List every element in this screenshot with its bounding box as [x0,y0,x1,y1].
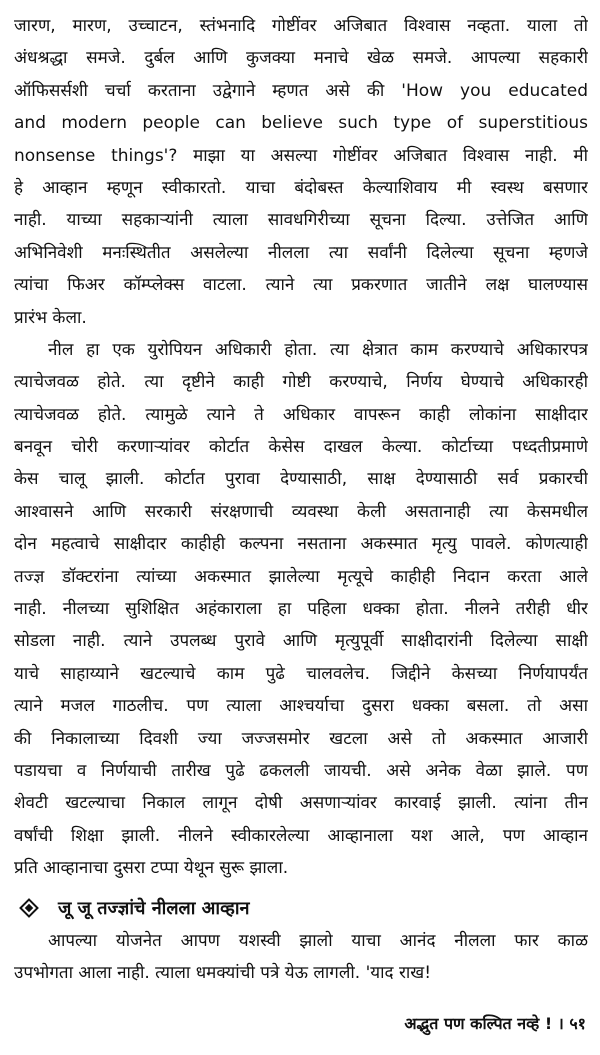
text-line: and modern people can believe such type of superstitious [14,113,588,134]
diamond-bullet-icon [19,898,39,918]
text-line: सोडला नाही. त्याने उपलब्ध पुरावे आणि मृत्युपूर्वी साक्षीदारांनी दिलेल्या साक्षी [14,631,588,652]
text-line: nonsense things'? माझा या असल्या गोष्टींवर अजिबात विश्वास नाही. मी [14,145,588,166]
text-line: त्यांचा फिअर कॉम्प्लेक्स वाटला. त्याने त्या प्रकरणात जातीने लक्ष घालण्यास [14,275,588,296]
text-line: तज्ज्ञ डॉक्टरांना त्यांच्या अकस्मात झालेल्या मृत्यूचे काहीही निदान करता आले [14,566,588,587]
text-line: नील हा एक युरोपियन अधिकारी होता. त्या क्षेत्रात काम करण्याचे अधिकारपत्र [48,339,588,360]
text-line: त्याचेजवळ होते. त्या दृष्टीने काही गोष्टी करण्याचे, निर्णय घेण्याचे अधिकारही [14,372,588,393]
paragraph-3 [14,925,588,990]
text-line: दोन महत्वाचे साक्षीदार काहीही कल्पना नसताना अकस्मात मृत्यु पावले. कोणत्याही [14,534,588,555]
text-line: हे आव्हान म्हणून स्वीकारतो. याचा बंदोबस्त केल्याशिवाय मी स्वस्थ बसणार [14,177,588,198]
text-line: जारण, मारण, उच्चाटन, स्तंभनादि गोष्टींवर अजिबात विश्वास नव्हता. याला तो [14,16,588,36]
paragraph-1 [14,10,588,334]
section-heading-text: जू जू तज्ज्ञांचे नीलला आव्हान [58,897,250,919]
text-line: प्रारंभ केला. [14,307,87,328]
text-line: वर्षांची शिक्षा झाली. नीलने स्वीकारलेल्या आव्हानाला यश आले, पण आव्हान [14,825,588,846]
text-line: प्रति आव्हानाचा दुसरा टप्पा येथून सुरू झाला. [14,858,289,879]
text-line: त्याचेजवळ होते. त्यामुळे त्याने ते अधिकार वापरून काही लोकांना साक्षीदार [14,404,588,425]
text-line: अभिनिवेशी मनःस्थितीत असलेल्या नीलला त्या सर्वांनी दिलेल्या सूचना म्हणजे [14,242,588,263]
text-line: आश्वासने आणि सरकारी संरक्षणाची व्यवस्था केली असतानाही त्या केसमधील [14,501,588,522]
text-line: बनवून चोरी करणाऱ्यांवर कोर्टात केसेस दाखल केल्या. कोर्टाच्या पध्दतीप्रमाणे [14,437,588,458]
page-footer [404,1012,586,1034]
footer-separator: । [557,1014,564,1033]
text-line: पडायचा व निर्णयाची तारीख पुढे ढकलली जायची. असे अनेक वेळा झाले. पण [14,760,588,781]
text-line: अंधश्रद्धा समजे. दुर्बल आणि कुजक्या मनाचे खेळ समजे. आपल्या सहकारी [14,48,588,69]
text-line: नाही. नीलच्या सुशिक्षित अहंकाराला हा पहिला धक्का होता. नीलने तरीही धीर [14,599,588,620]
text-line: नाही. याच्या सहकाऱ्यांनी त्याला सावधगिरीच्या सूचना दिल्या. उत्तेजित आणि [14,210,588,231]
text-line: केस चालू झाली. कोर्टात पुरावा देण्यासाठी, साक्ष देण्यासाठी सर्व प्रकारची [14,469,588,490]
text-line: की निकालाच्या दिवशी ज्या जज्जसमोर खटला असे तो अकस्मात आजारी [14,728,588,749]
section-heading [14,891,588,925]
text-line: ऑफिसर्सशी चर्चा करताना उद्वेगाने म्हणत असे की 'How you educated [14,80,588,101]
text-line: त्याने मजल गाठलीच. पण त्याला आश्चर्याचा दुसरा धक्का बसला. तो असा [14,696,588,717]
text-line: शेवटी खटल्याचा निकाल लागून दोषी असणाऱ्यांवर कारवाई झाली. त्यांना तीन [14,793,588,814]
page-number: ५१ [569,1014,586,1033]
text-line: याचे साहाय्याने खटल्याचे काम पुढे चालवलेच. जिद्दीने केसच्या निर्णयापर्यंत [14,663,588,684]
text-line: उपभोगता आला नाही. त्याला धमक्यांची पत्रे येऊ लागली. 'याद राख! [14,962,432,983]
text-line: आपल्या योजनेत आपण यशस्वी झालो याचा आनंद नीलला फार काळ [48,930,588,951]
footer-title: अद्भुत पण कल्पित नव्हे ! [404,1014,553,1033]
paragraph-2 [14,334,588,885]
